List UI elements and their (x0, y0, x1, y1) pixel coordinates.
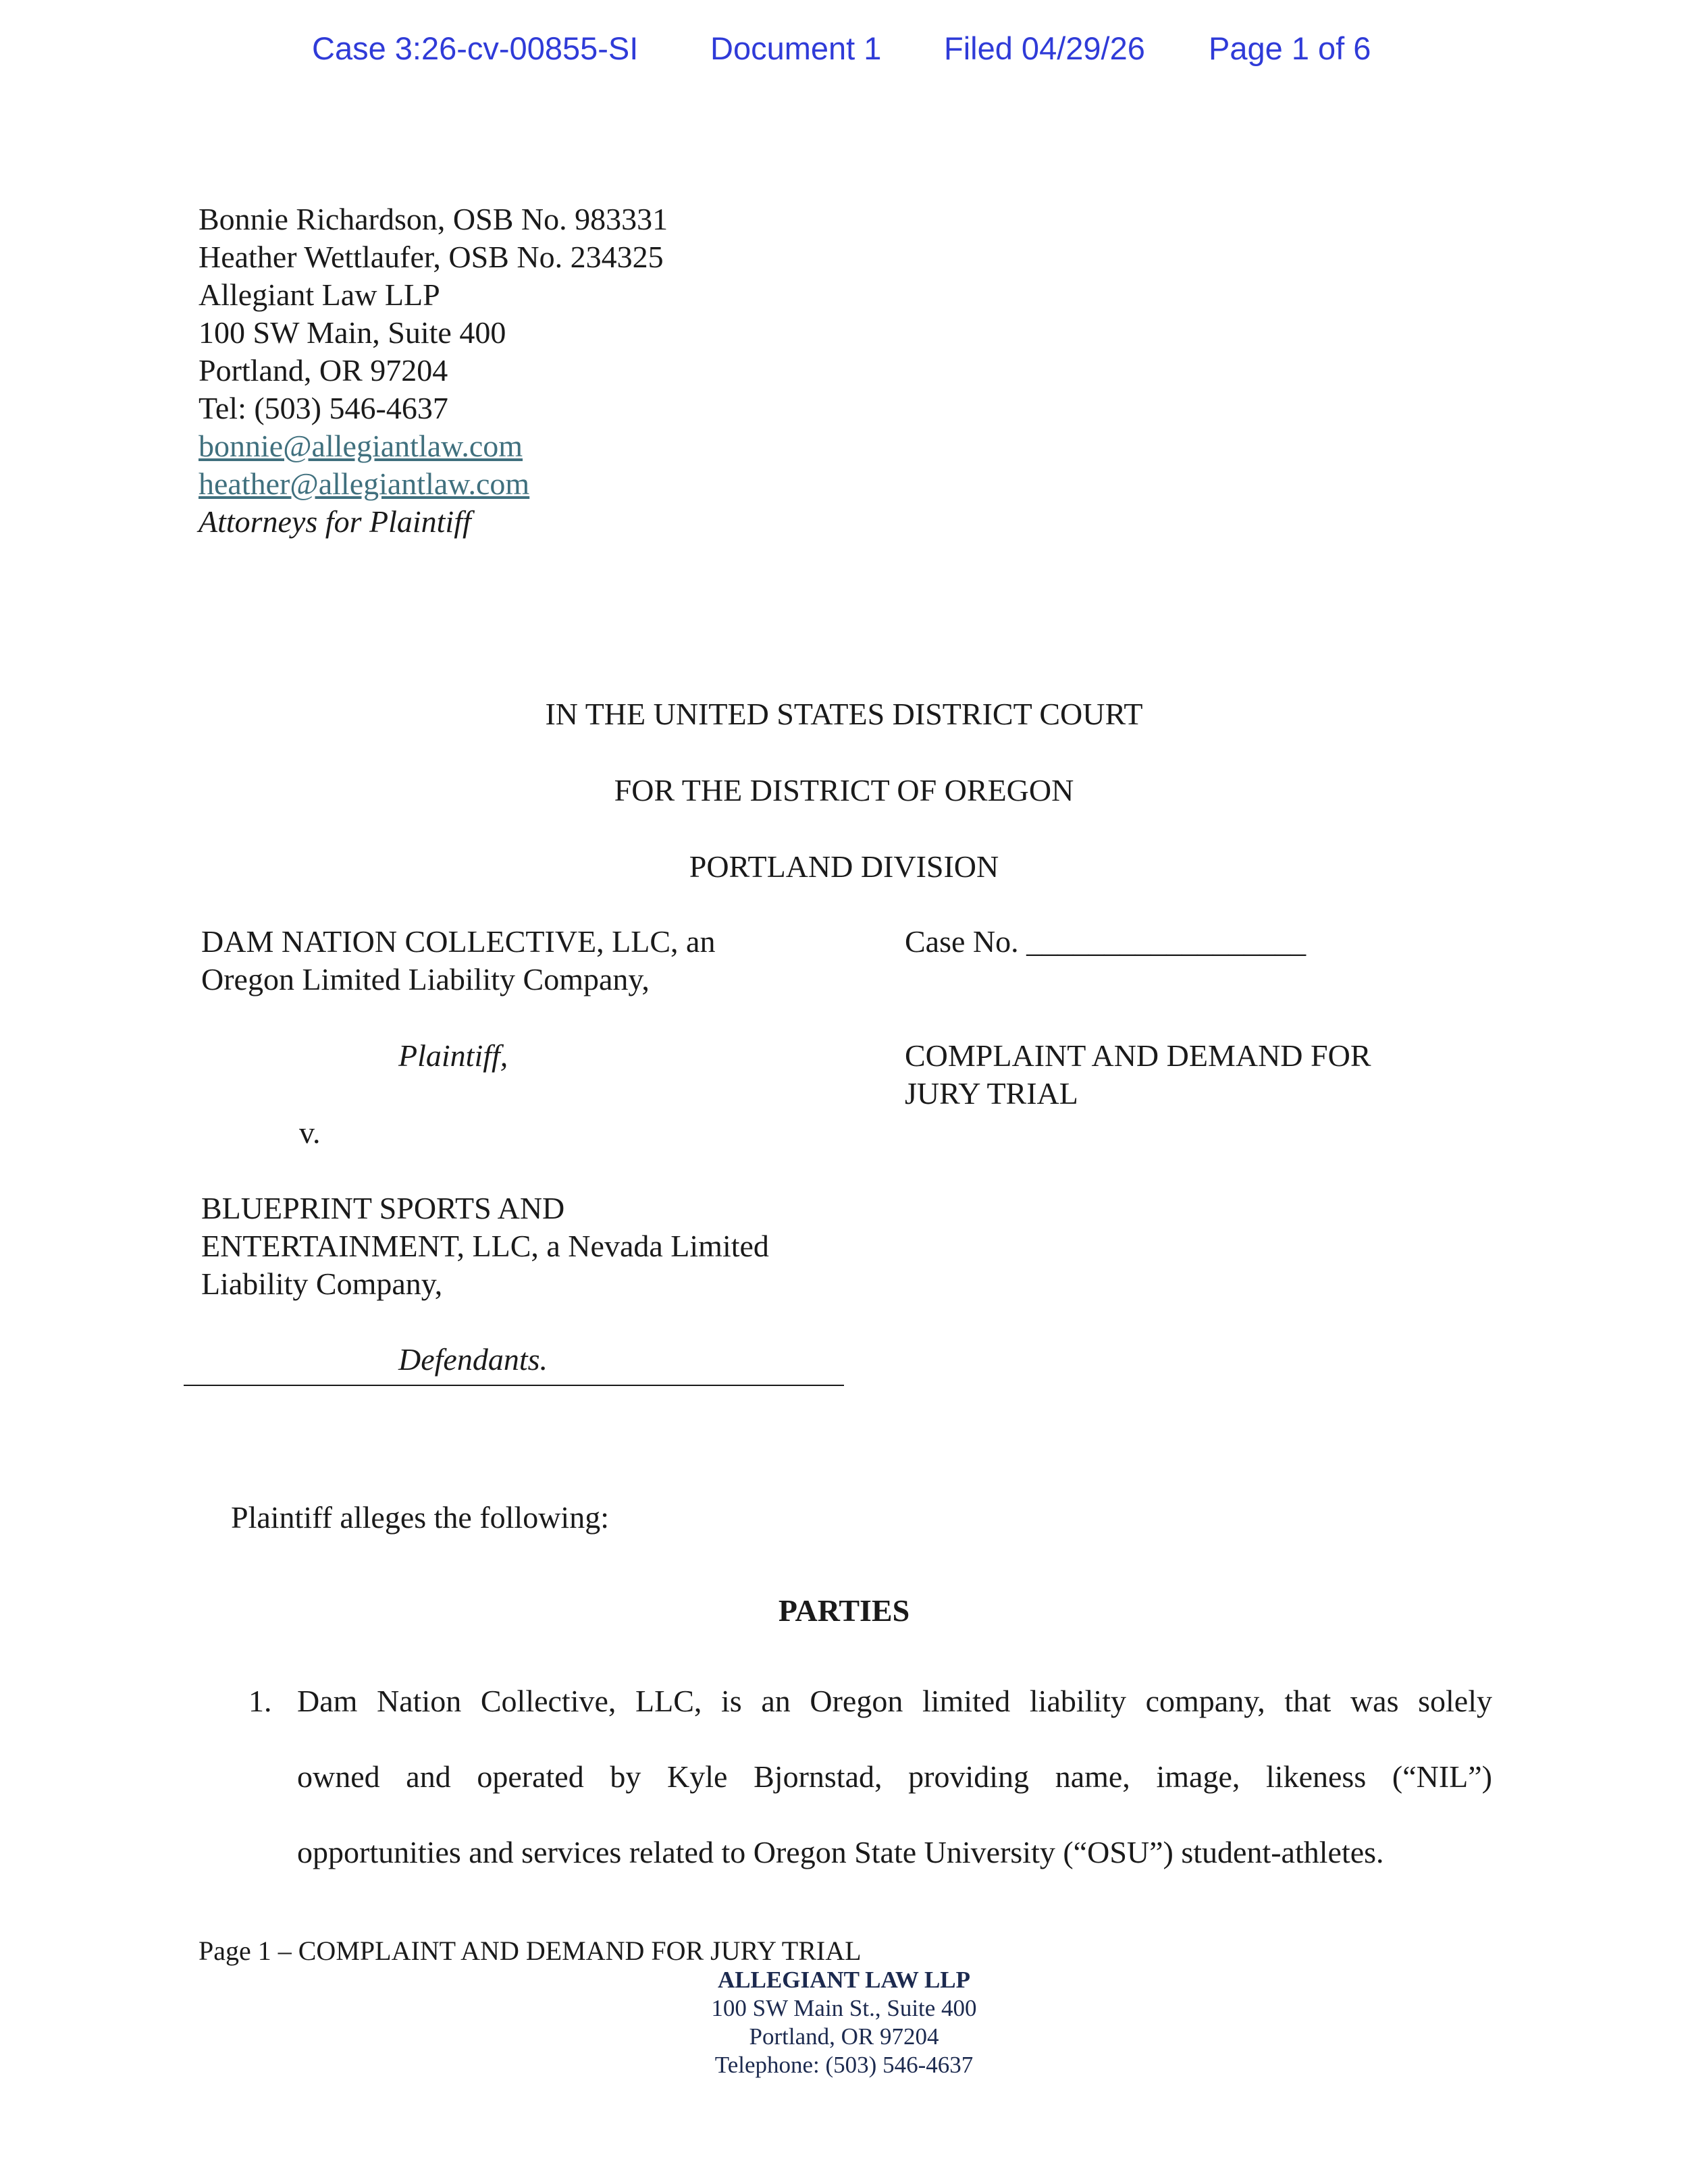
section-heading-parties: PARTIES (778, 1593, 910, 1628)
case-number-field: Case No. __________________ (905, 924, 1307, 959)
defendant-line-3: Liability Company, (201, 1267, 443, 1301)
email-link-bonnie[interactable]: bonnie@allegiantlaw.com (199, 429, 523, 463)
footer-firm-name: ALLEGIANT LAW LLP (717, 1967, 971, 1993)
document-title (905, 1037, 1371, 1113)
plaintiff-name (201, 923, 715, 998)
footer-firm-block (0, 1966, 1688, 2079)
counsel-line-1: Bonnie Richardson, OSB No. 983331 (199, 202, 668, 236)
footer-page-label: Page 1 – COMPLAINT AND DEMAND FOR JURY TRIAL (199, 1936, 862, 1966)
document-title-line-2: JURY TRIAL (905, 1076, 1078, 1111)
counsel-line-2: Heather Wettlaufer, OSB No. 234325 (199, 240, 664, 274)
defendant-label: Defendants. (398, 1342, 548, 1377)
paragraph-1-line-3: opportunities and services related to Oregon State University (“OSU”) student-athletes. (297, 1835, 1384, 1869)
court-district: FOR THE DISTRICT OF OREGON (614, 773, 1074, 807)
ecf-document-number: Document 1 (710, 30, 882, 66)
footer-city: Portland, OR 97204 (749, 2023, 939, 2050)
ecf-filed-date: Filed 04/29/26 (944, 30, 1145, 66)
paragraph-1-line-2: owned and operated by Kyle Bjornstad, providing name, image, likeness (“NIL”) (297, 1759, 1492, 1794)
court-division: PORTLAND DIVISION (689, 849, 999, 884)
versus: v. (299, 1115, 321, 1150)
paragraph-1-line-1: Dam Nation Collective, LLC, is an Oregon limited liability company, that was solely (297, 1684, 1492, 1718)
document-title-line-1: COMPLAINT AND DEMAND FOR (905, 1038, 1371, 1073)
counsel-firm: Allegiant Law LLP (199, 277, 440, 312)
email-link-heather[interactable]: heather@allegiantlaw.com (199, 467, 530, 501)
defendant-line-2: ENTERTAINMENT, LLC, a Nevada Limited (201, 1229, 769, 1263)
counsel-tel: Tel: (503) 546-4637 (199, 391, 448, 425)
footer-street: 100 SW Main St., Suite 400 (711, 1995, 977, 2021)
defendant-line-1: BLUEPRINT SPORTS AND (201, 1191, 565, 1225)
ecf-case-number: Case 3:26-cv-00855-SI (312, 30, 639, 66)
ecf-page-count: Page 1 of 6 (1209, 30, 1371, 66)
court-name: IN THE UNITED STATES DISTRICT COURT (545, 697, 1143, 731)
intro-sentence: Plaintiff alleges the following: (231, 1500, 609, 1535)
plaintiff-line-1: DAM NATION COLLECTIVE, LLC, an (201, 924, 716, 959)
plaintiff-label: Plaintiff, (398, 1038, 508, 1073)
footer-phone: Telephone: (503) 546-4637 (714, 2052, 974, 2078)
counsel-role: Attorneys for Plaintiff (199, 504, 471, 539)
counsel-city: Portland, OR 97204 (199, 353, 448, 388)
counsel-street: 100 SW Main, Suite 400 (199, 315, 506, 350)
paragraph-number: 1. (248, 1684, 272, 1718)
caption-divider (184, 1385, 844, 1386)
defendant-name (201, 1190, 769, 1303)
plaintiff-line-2: Oregon Limited Liability Company, (201, 962, 650, 996)
counsel-block (199, 201, 668, 541)
